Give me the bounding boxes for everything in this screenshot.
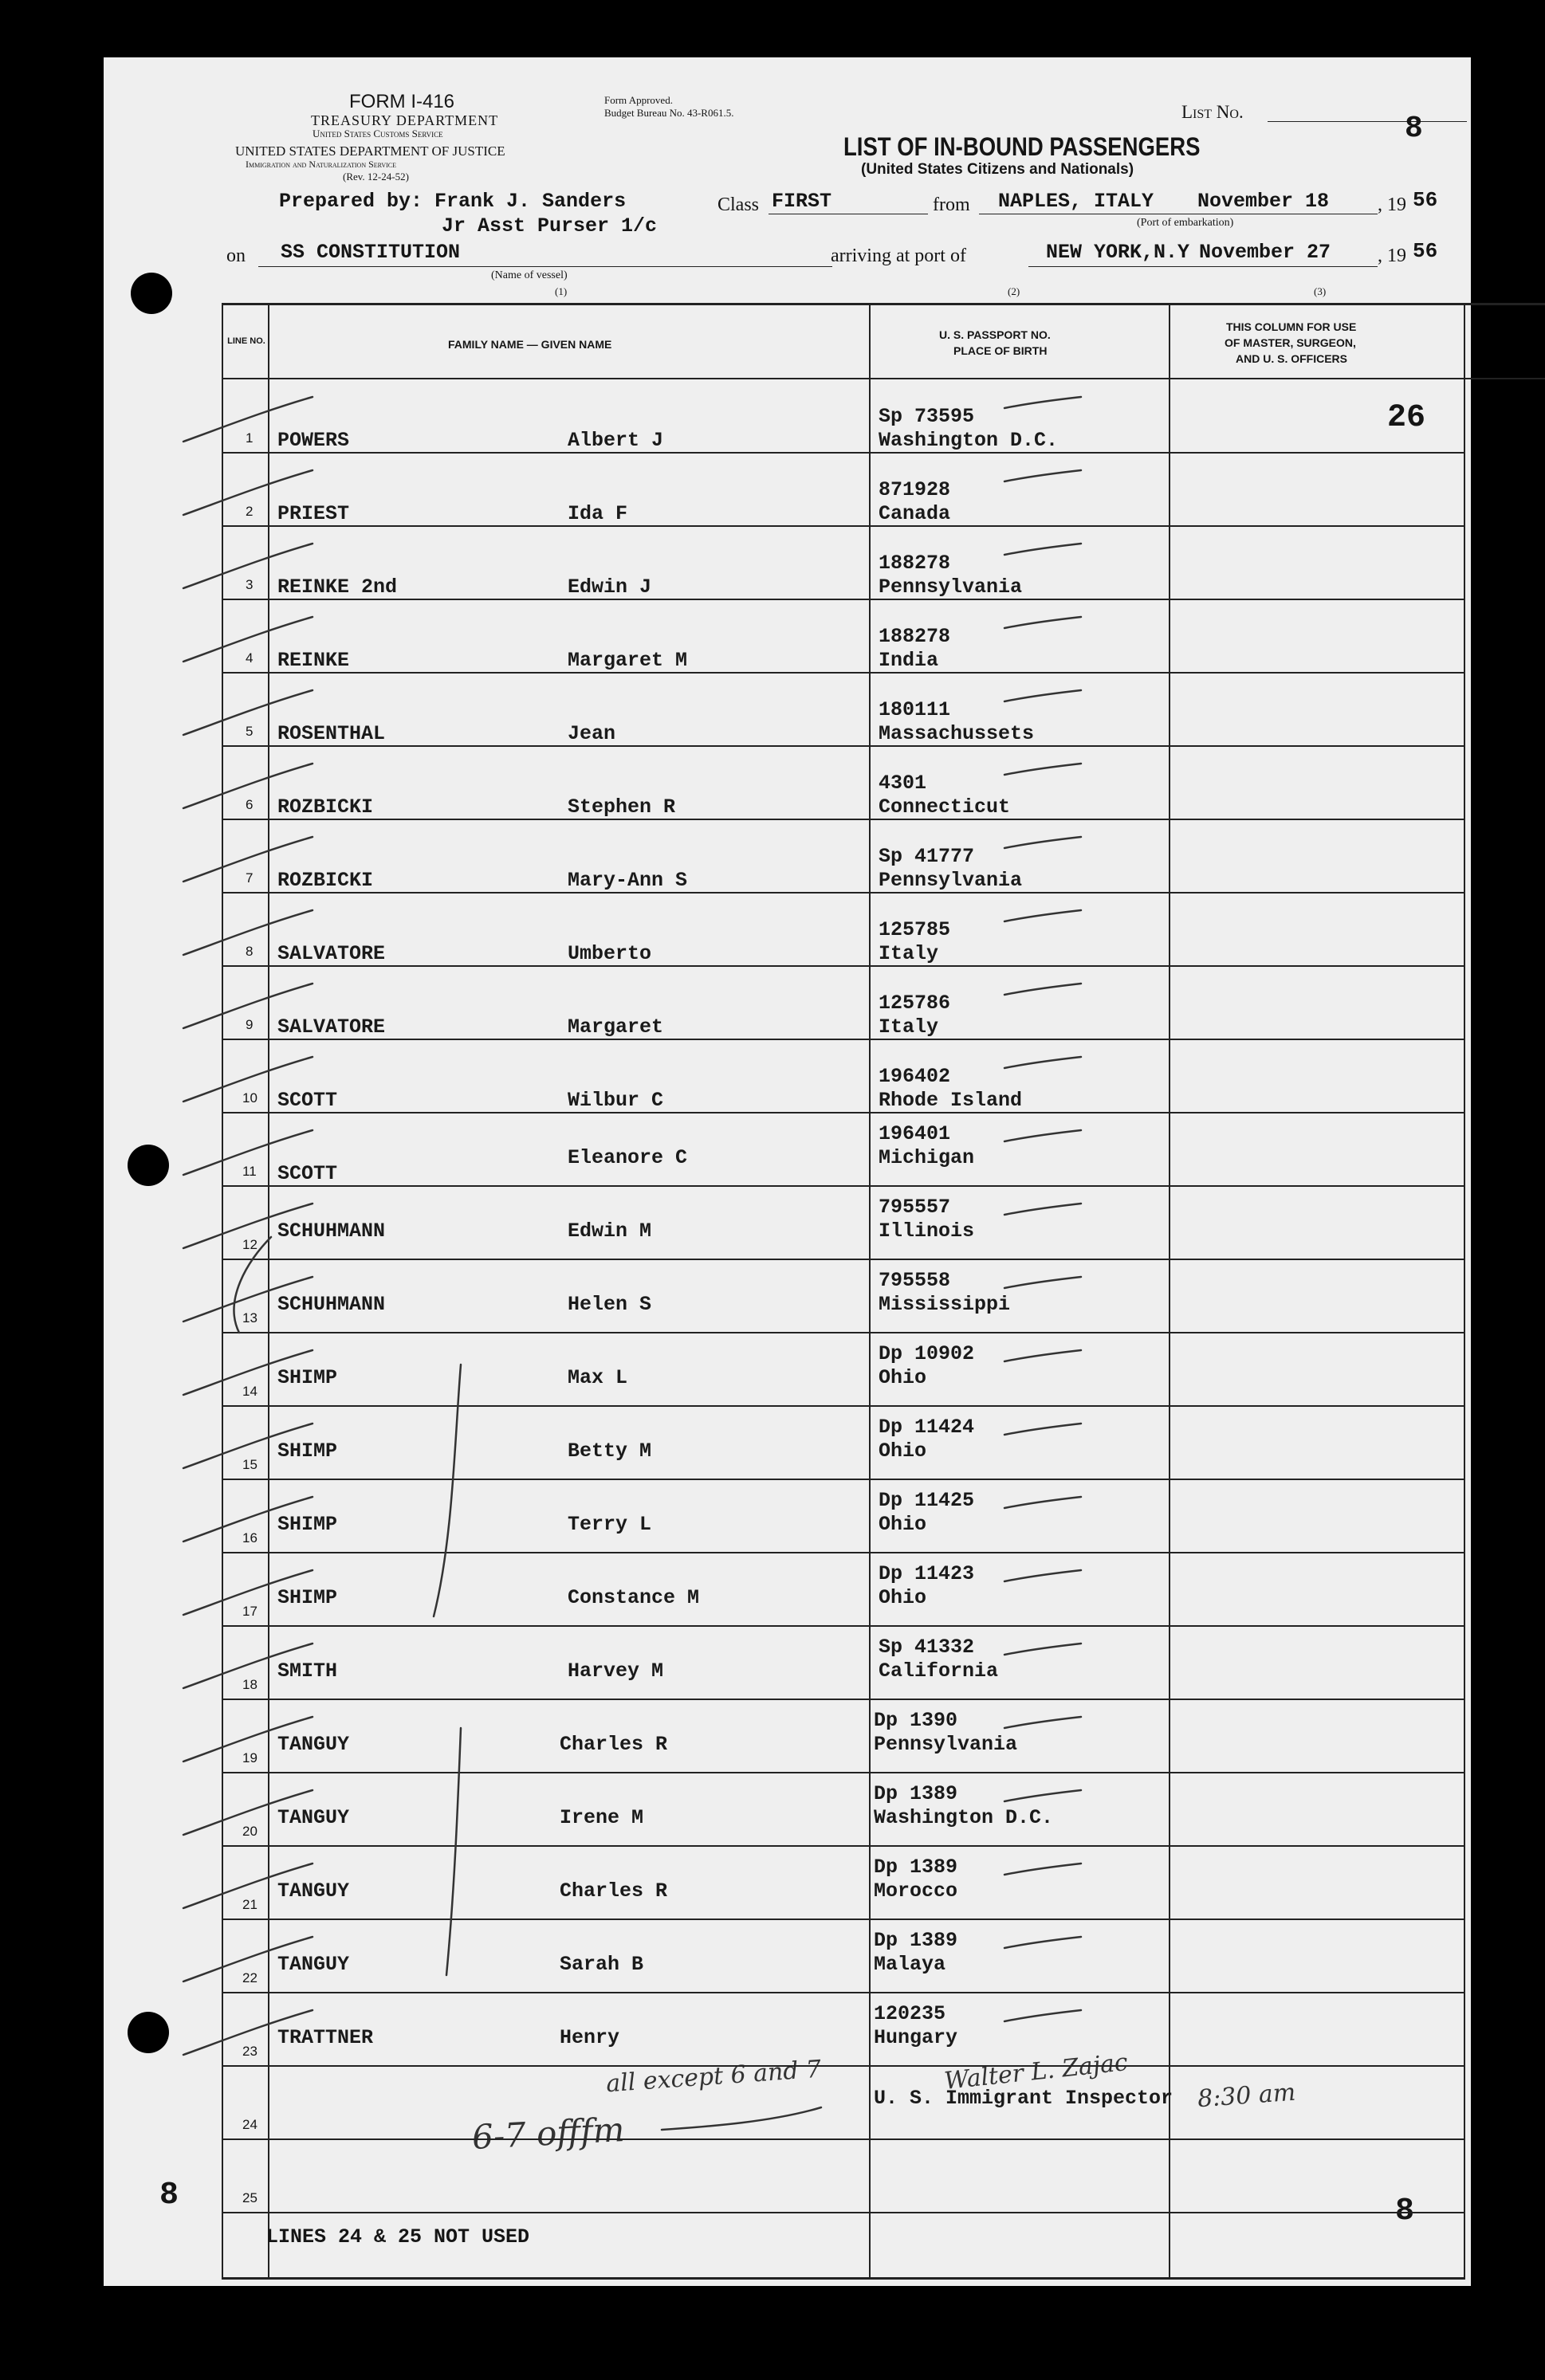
check-mark [183, 617, 313, 662]
family-name: TANGUY [277, 1806, 350, 1829]
birthplace: Pennsylvania [874, 1733, 1018, 1756]
col-header-officers-2: OF MASTER, SURGEON, [1225, 336, 1356, 349]
col-header-name: FAMILY NAME — GIVEN NAME [448, 338, 612, 351]
line-number: 7 [246, 870, 254, 886]
inspector-signature: Walter L. Zajac [942, 2048, 1130, 2095]
line-number: 20 [242, 1824, 258, 1839]
list-number: 8 [1405, 112, 1423, 146]
tick-mark [1004, 1497, 1081, 1508]
tick-mark [1004, 1130, 1081, 1141]
line-number: 11 [242, 1164, 257, 1179]
inspector-label: U. S. Immigrant Inspector [874, 2087, 1173, 2110]
handwritten-note-except: all except 6 and 7 [605, 2055, 823, 2099]
passport-number: 120235 [874, 2002, 946, 2025]
passport-number: 4301 [879, 772, 927, 795]
birthplace: Michigan [879, 1146, 975, 1169]
family-name: REINKE 2nd [277, 575, 398, 599]
tick-mark [1004, 1790, 1081, 1801]
check-mark [183, 1790, 313, 1835]
from-year-prefix: , 19 [1378, 194, 1406, 215]
tick-mark [1004, 617, 1081, 628]
footer-note: LINES 24 & 25 NOT USED [266, 2225, 530, 2248]
passport-number: Dp 11424 [879, 1416, 975, 1439]
birthplace: India [879, 649, 939, 672]
given-name: Edwin M [568, 1219, 652, 1243]
birthplace: Illinois [879, 1219, 975, 1243]
family-name: SCOTT [277, 1089, 338, 1112]
check-mark [183, 1350, 313, 1395]
tick-mark [1004, 764, 1081, 775]
passport-number: 871928 [879, 478, 951, 501]
page-number-right: 8 [1395, 2193, 1415, 2229]
arriving-label: arriving at port of [831, 245, 966, 266]
line-number: 14 [242, 1384, 258, 1399]
tick-mark [1004, 544, 1081, 555]
passport-number: 795558 [879, 1269, 951, 1292]
given-name: Jean [568, 722, 616, 745]
family-name: SCOTT [277, 1162, 338, 1185]
passport-number: 795557 [879, 1196, 951, 1219]
check-mark [183, 1277, 313, 1322]
birthplace: Connecticut [879, 795, 1011, 819]
check-mark [183, 1130, 313, 1175]
prepared-by: Prepared by: Frank J. Sanders [279, 190, 627, 213]
tick-mark [1004, 1570, 1081, 1581]
passport-number: Dp 1389 [874, 1929, 958, 1952]
birthplace: Washington D.C. [874, 1806, 1054, 1829]
birthplace: Ohio [879, 1586, 927, 1609]
birthplace: Mississippi [879, 1293, 1011, 1316]
line-number: 21 [242, 1897, 258, 1912]
form-page [104, 57, 1471, 2286]
check-mark [183, 2010, 313, 2055]
passport-number: 125786 [879, 992, 951, 1015]
check-mark [183, 690, 313, 735]
class-label: Class [717, 194, 760, 215]
line-number: 15 [242, 1457, 258, 1472]
list-no-label: List No. [1181, 102, 1244, 122]
passport-number: Dp 1390 [874, 1709, 958, 1732]
family-name: SHIMP [277, 1439, 338, 1463]
on-label: on [226, 245, 246, 266]
line-number: 16 [242, 1530, 258, 1545]
from-year: 56 [1413, 188, 1438, 212]
family-name: ROSENTHAL [277, 722, 386, 745]
check-mark [183, 1644, 313, 1688]
birthplace: Ohio [879, 1439, 927, 1463]
family-name: TANGUY [277, 1733, 350, 1756]
check-mark [183, 470, 313, 515]
given-name: Umberto [568, 942, 652, 965]
given-name: Charles R [560, 1879, 668, 1903]
check-mark [183, 910, 313, 955]
passport-number: 180111 [879, 698, 951, 721]
passport-number: Dp 1389 [874, 1782, 958, 1805]
tick-mark [1004, 690, 1081, 701]
birthplace: Italy [879, 942, 939, 965]
given-name: Margaret [568, 1015, 664, 1039]
line-number: 25 [242, 2190, 258, 2205]
line-number: 17 [242, 1604, 258, 1619]
family-name: SCHUHMANN [277, 1219, 386, 1243]
given-name: Constance M [568, 1586, 700, 1609]
family-name: POWERS [277, 429, 350, 452]
given-name: Helen S [568, 1293, 652, 1316]
tick-mark [1004, 397, 1081, 408]
col-header-birthplace: PLACE OF BIRTH [953, 344, 1048, 357]
birthplace: Massachussets [879, 722, 1035, 745]
col-num-2: (2) [1008, 285, 1020, 297]
passport-number: Dp 11425 [879, 1489, 975, 1512]
col-header-passport: U. S. PASSPORT NO. [939, 328, 1051, 341]
passport-number: Dp 10902 [879, 1342, 975, 1365]
binder-hole [131, 273, 172, 314]
passport-number: 125785 [879, 918, 951, 941]
class-value: FIRST [772, 190, 832, 213]
given-name: Edwin J [568, 575, 652, 599]
tick-mark [1004, 1350, 1081, 1361]
line-number: 6 [246, 797, 254, 812]
passport-number: 196401 [879, 1122, 951, 1145]
passport-number: Sp 41777 [879, 845, 975, 868]
line-number: 3 [246, 577, 254, 592]
from-label: from [933, 194, 970, 215]
tick-mark [1004, 837, 1081, 848]
line-number: 9 [246, 1017, 254, 1032]
tick-mark [1004, 2010, 1081, 2021]
birthplace: Rhode Island [879, 1089, 1023, 1112]
col-header-officers-3: AND U. S. OFFICERS [1236, 352, 1348, 365]
tick-mark [1004, 470, 1081, 481]
binder-hole [128, 2012, 169, 2053]
line-number: 18 [242, 1677, 258, 1692]
birthplace: California [879, 1659, 999, 1683]
page-number-left: 8 [159, 2178, 179, 2213]
form-approved: Form Approved. [604, 94, 673, 106]
passport-number: Sp 41332 [879, 1636, 975, 1659]
family-name: ROZBICKI [277, 869, 374, 892]
check-mark [183, 1057, 313, 1102]
passport-number: Dp 11423 [879, 1562, 975, 1585]
line-number: 1 [246, 430, 254, 446]
line-number: 2 [246, 504, 254, 519]
check-mark [183, 1717, 313, 1761]
tick-mark [1004, 910, 1081, 921]
family-name: SCHUHMANN [277, 1293, 386, 1316]
birthplace: Canada [879, 502, 951, 525]
check-mark [183, 1204, 313, 1248]
birthplace: Pennsylvania [879, 575, 1023, 599]
line-number: 22 [242, 1970, 258, 1985]
justice-dept: UNITED STATES DEPARTMENT OF JUSTICE [235, 143, 505, 159]
arrival-year: 56 [1413, 239, 1438, 263]
family-name: REINKE [277, 649, 350, 672]
family-name: TRATTNER [277, 2026, 374, 2049]
line-number: 12 [242, 1237, 258, 1252]
family-name: SHIMP [277, 1513, 338, 1536]
vessel-name: SS CONSTITUTION [281, 241, 461, 264]
family-name: TANGUY [277, 1879, 350, 1903]
tick-mark [1004, 1937, 1081, 1948]
line-number: 8 [246, 944, 254, 959]
given-name: Margaret M [568, 649, 688, 672]
handwritten-note-offfm: 6-7 offfm [470, 2110, 626, 2157]
birthplace: Malaya [874, 1953, 946, 1976]
passport-number: 188278 [879, 625, 951, 648]
family-name: SMITH [277, 1659, 338, 1683]
given-name: Wilbur C [568, 1089, 664, 1112]
given-name: Harvey M [568, 1659, 664, 1683]
arrival-year-prefix: , 19 [1378, 245, 1406, 266]
ins-service: Immigration and Naturalization Service [246, 159, 397, 170]
col-num-1: (1) [555, 285, 568, 297]
given-name: Max L [568, 1366, 628, 1389]
check-mark [183, 1864, 313, 1908]
tick-mark [1004, 1864, 1081, 1875]
line-number: 4 [246, 650, 254, 666]
birthplace: Morocco [874, 1879, 958, 1903]
check-mark [183, 397, 313, 442]
birthplace: Ohio [879, 1513, 927, 1536]
check-mark [183, 984, 313, 1028]
birthplace: Ohio [879, 1366, 927, 1389]
col-header-line: LINE NO. [227, 336, 265, 346]
check-mark [183, 1937, 313, 1981]
birthplace: Italy [879, 1015, 939, 1039]
given-name: Charles R [560, 1733, 668, 1756]
given-name: Mary-Ann S [568, 869, 688, 892]
given-name: Terry L [568, 1513, 652, 1536]
passport-number: Dp 1389 [874, 1856, 958, 1879]
line-number: 10 [242, 1090, 258, 1106]
tick-mark [1004, 984, 1081, 995]
tick-mark [1004, 1277, 1081, 1288]
check-mark [183, 1424, 313, 1468]
port-embark-label: (Port of embarkation) [1137, 217, 1234, 229]
form-title: LIST OF IN-BOUND PASSENGERS [843, 132, 1201, 161]
passport-number: Sp 73595 [879, 405, 975, 428]
given-name: Eleanore C [568, 1146, 688, 1169]
form-number: FORM I-416 [349, 91, 455, 112]
line-number: 5 [246, 724, 254, 739]
col-header-officers-1: THIS COLUMN FOR USE [1226, 320, 1357, 333]
budget-bureau: Budget Bureau No. 43-R061.5. [604, 107, 734, 119]
arrival-port: NEW YORK,N.Y [1046, 241, 1190, 264]
given-name: Betty M [568, 1439, 652, 1463]
col-num-3: (3) [1314, 285, 1327, 297]
family-name: SHIMP [277, 1366, 338, 1389]
arrival-date: November 27 [1199, 241, 1331, 264]
family-name: SALVATORE [277, 942, 386, 965]
tick-mark [1004, 1204, 1081, 1215]
form-subtitle: (United States Citizens and Nationals) [861, 161, 1134, 178]
check-mark [183, 1497, 313, 1542]
tick-mark [1004, 1424, 1081, 1435]
tick-mark [1004, 1057, 1081, 1068]
tick-mark [1004, 1644, 1081, 1655]
treasury-dept: TREASURY DEPARTMENT [311, 112, 499, 128]
binder-hole [128, 1145, 169, 1186]
line-number: 23 [242, 2044, 258, 2059]
family-name: PRIEST [277, 502, 350, 525]
row-lines-and-check-marks [104, 57, 1471, 2286]
from-port: NAPLES, ITALY [998, 190, 1154, 213]
given-name: Ida F [568, 502, 628, 525]
family-name: TANGUY [277, 1953, 350, 1976]
line-number: 19 [242, 1750, 258, 1765]
given-name: Irene M [560, 1806, 644, 1829]
family-name: SALVATORE [277, 1015, 386, 1039]
given-name: Stephen R [568, 795, 676, 819]
check-mark [183, 837, 313, 882]
birthplace: Pennsylvania [879, 869, 1023, 892]
birthplace: Hungary [874, 2026, 958, 2049]
vessel-label: (Name of vessel) [491, 269, 568, 281]
family-name: SHIMP [277, 1586, 338, 1609]
count-annotation: 26 [1387, 400, 1426, 436]
passport-number: 196402 [879, 1065, 951, 1088]
customs-service: United States Customs Service [313, 128, 443, 139]
line-number: 13 [242, 1310, 258, 1325]
inspection-time: 8:30 am [1196, 2078, 1297, 2114]
tick-mark [1004, 1717, 1081, 1728]
check-mark [183, 764, 313, 808]
given-name: Albert J [568, 429, 664, 452]
form-revision: (Rev. 12-24-52) [343, 171, 409, 183]
given-name: Sarah B [560, 1953, 644, 1976]
passport-number: 188278 [879, 552, 951, 575]
family-name: ROZBICKI [277, 795, 374, 819]
given-name: Henry [560, 2026, 620, 2049]
line-number: 24 [242, 2117, 258, 2132]
check-mark [183, 1570, 313, 1615]
from-date: November 18 [1197, 190, 1330, 213]
prepared-title: Jr Asst Purser 1/c [442, 214, 658, 238]
check-mark [183, 544, 313, 588]
birthplace: Washington D.C. [879, 429, 1059, 452]
